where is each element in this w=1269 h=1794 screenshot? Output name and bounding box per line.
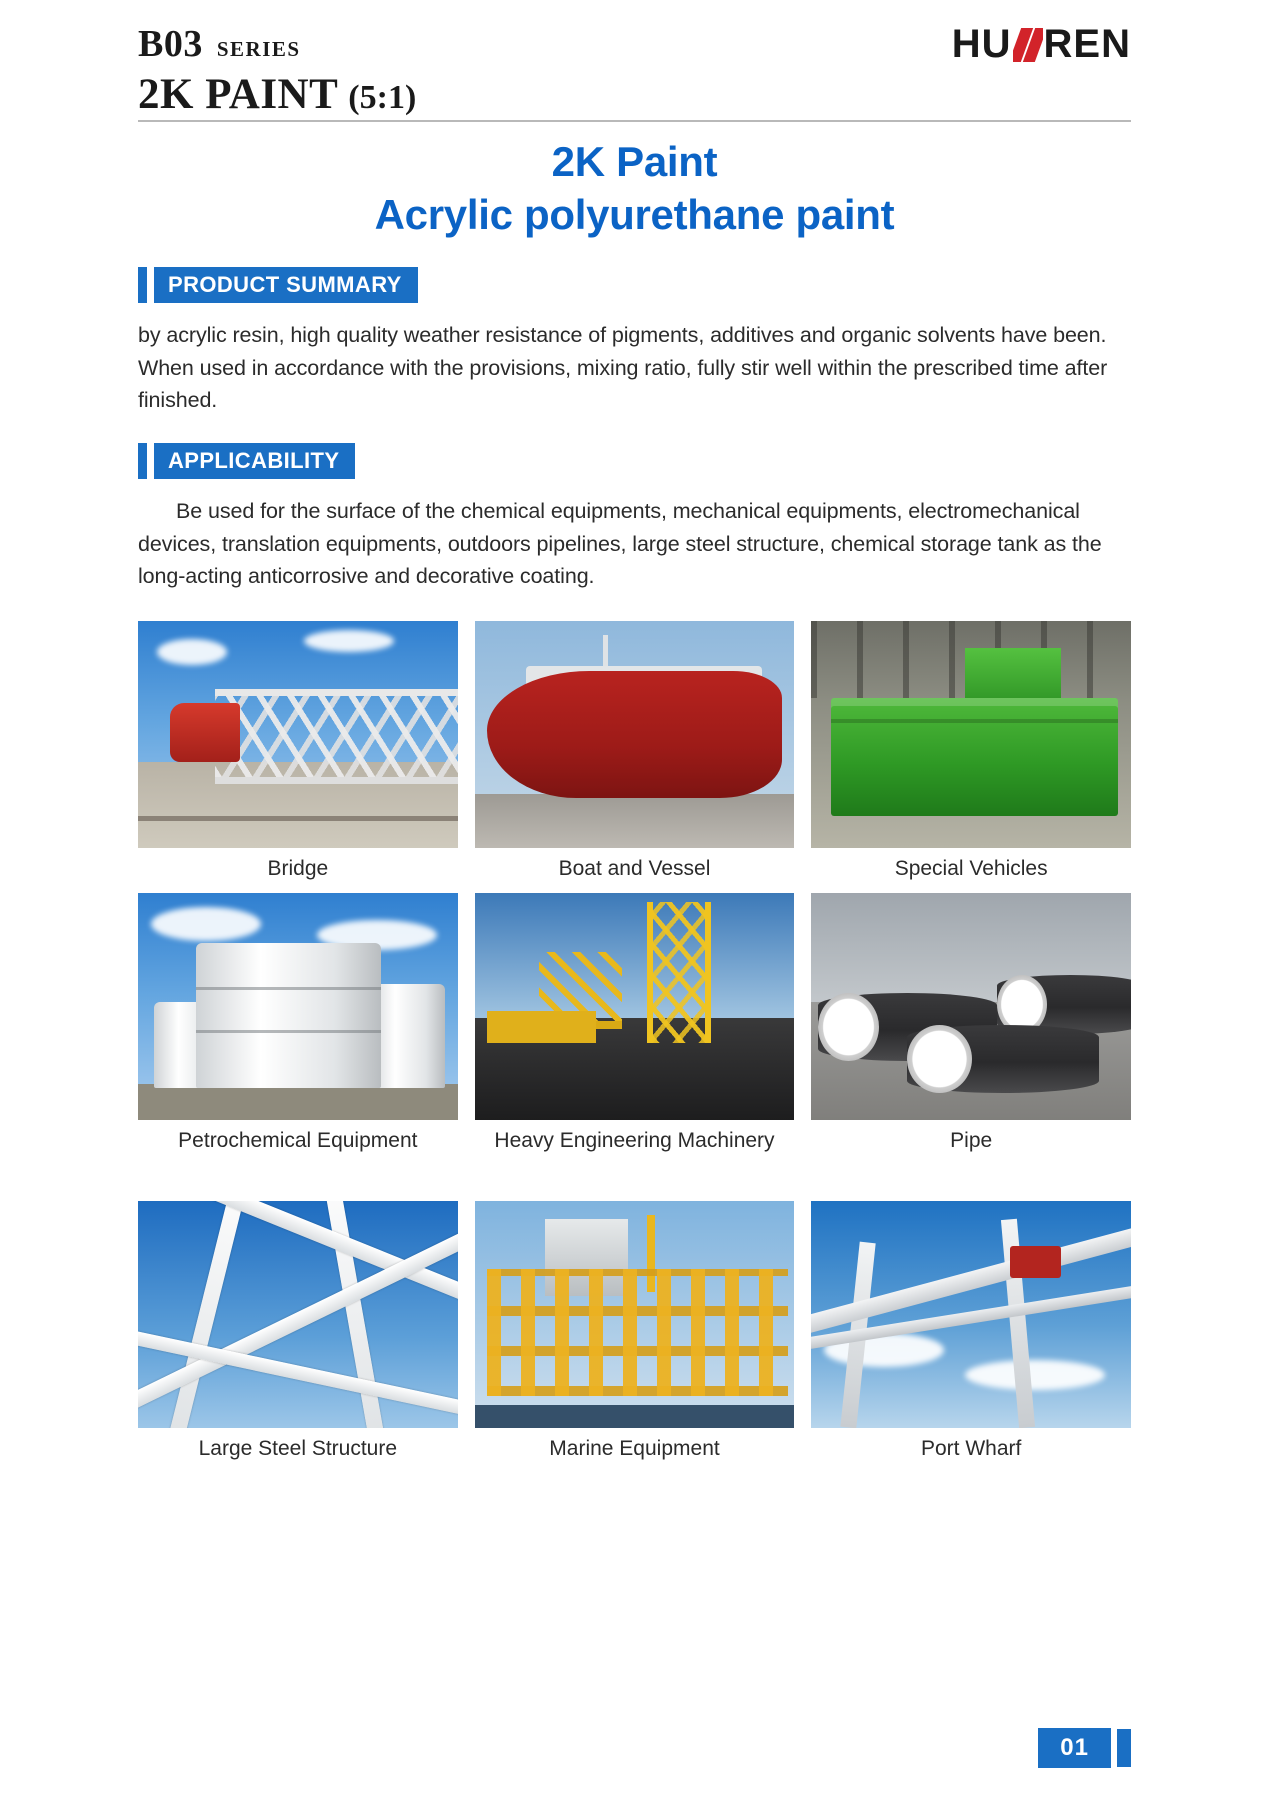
gallery-item-pipe	[811, 893, 1131, 1193]
series-code: B03	[138, 23, 203, 65]
pipe-photo	[811, 893, 1131, 1120]
mix-ratio: (5:1)	[348, 79, 417, 116]
gallery-caption: Pipe	[950, 1129, 993, 1153]
application-gallery	[138, 621, 1131, 1465]
gallery-caption: Boat and Vessel	[558, 857, 711, 881]
gallery-item-petrochemical-equipment	[138, 893, 458, 1193]
gallery-caption: Heavy Engineering Machinery	[494, 1129, 775, 1153]
gallery-item-marine-equipment	[475, 1201, 795, 1465]
port-wharf-photo	[811, 1201, 1131, 1428]
special-vehicles-photo	[811, 621, 1131, 848]
section-tick-icon	[138, 267, 147, 303]
gallery-item-boat-and-vessel	[475, 621, 795, 885]
section-heading-product-summary	[138, 267, 418, 303]
gallery-item-bridge	[138, 621, 458, 885]
page-title: 2K Paint	[551, 138, 718, 185]
brand-slash-icon	[1013, 28, 1043, 62]
gallery-caption: Special Vehicles	[894, 857, 1048, 881]
petrochemical-equipment-photo	[138, 893, 458, 1120]
section-tick-icon	[138, 443, 147, 479]
brand-text-left: HU	[951, 22, 1012, 66]
gallery-caption: Bridge	[267, 857, 329, 881]
main-title-block	[138, 136, 1131, 241]
page-footer	[1038, 1728, 1131, 1768]
heavy-engineering-machinery-photo	[475, 893, 795, 1120]
applicability-text: Be used for the surface of the chemical equipments, mechanical equipments, electromechanical devices, translation equipments, outdoors pipelines, large steel structure, chemical storage tank as the long-acting anticorrosive and decorative coating.	[138, 499, 1102, 589]
product-title-line	[138, 70, 1131, 119]
page-number: 01	[1038, 1728, 1111, 1768]
footer-tick-icon	[1117, 1729, 1131, 1767]
section-label: PRODUCT SUMMARY	[154, 267, 418, 303]
gallery-item-port-wharf	[811, 1201, 1131, 1465]
product-title: 2K PAINT	[138, 71, 339, 118]
boat-and-vessel-photo	[475, 621, 795, 848]
gallery-caption: Port Wharf	[920, 1437, 1022, 1461]
section-heading-applicability	[138, 443, 355, 479]
brand-text	[952, 22, 1131, 67]
bridge-photo	[138, 621, 458, 848]
gallery-caption: Large Steel Structure	[198, 1437, 398, 1461]
large-steel-structure-photo	[138, 1201, 458, 1428]
brand-text-right: REN	[1043, 22, 1131, 66]
product-summary-text: by acrylic resin, high quality weather resistance of pigments, additives and organic solvents have been. When used in accordance with the provisions, mixing ratio, fully stir well within the prescribed time after finished.	[138, 323, 1108, 413]
series-word: SERIES	[216, 37, 301, 61]
marine-equipment-photo	[475, 1201, 795, 1428]
gallery-item-special-vehicles	[811, 621, 1131, 885]
section-label: APPLICABILITY	[154, 443, 355, 479]
page-subtitle: Acrylic polyurethane paint	[374, 190, 895, 238]
gallery-caption: Marine Equipment	[549, 1437, 720, 1461]
gallery-caption: Petrochemical Equipment	[178, 1129, 418, 1153]
header-divider	[138, 120, 1131, 122]
brand-logo	[952, 22, 1131, 67]
gallery-item-heavy-engineering-machinery	[475, 893, 795, 1193]
page-header	[138, 0, 1131, 118]
gallery-item-large-steel-structure	[138, 1201, 458, 1465]
